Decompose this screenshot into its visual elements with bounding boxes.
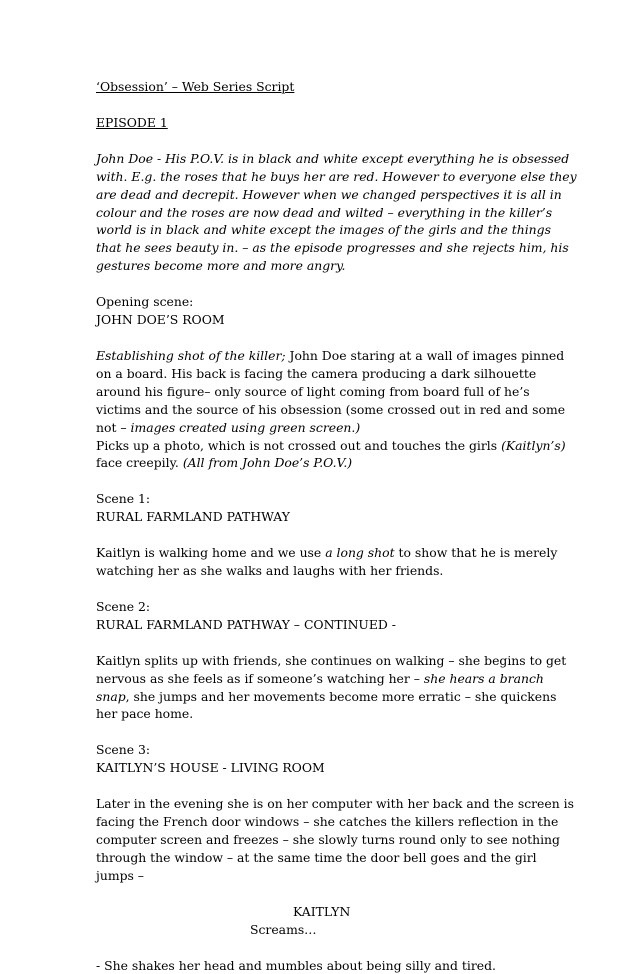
dialogue-line: Screams… xyxy=(250,921,317,937)
scene-1-italic-a: a long shot xyxy=(325,545,395,561)
scene-2-text-b: , she jumps and her movements become more erratic – she quickens her pace home. xyxy=(96,688,557,722)
scene-1-location: RURAL FARMLAND PATHWAY xyxy=(96,509,290,525)
scene-3-action: - She shakes her head and mumbles about being silly and tired. xyxy=(96,957,496,973)
opening-p2-text-b: face creepily. xyxy=(96,455,183,471)
scene-1-label: Scene 1: xyxy=(96,491,151,507)
script-title: ‘Obsession’ – Web Series Script xyxy=(96,79,295,94)
opening-scene-label: Opening scene: xyxy=(96,294,194,310)
episode-heading: EPISODE 1 xyxy=(96,114,168,130)
scene-3-location: KAITLYN’S HOUSE - LIVING ROOM xyxy=(96,760,325,776)
scene-1-heading xyxy=(96,490,578,526)
scene-2-label: Scene 2: xyxy=(96,598,151,614)
opening-scene-paragraph-1 xyxy=(96,347,578,437)
scene-2-heading xyxy=(96,598,578,634)
scene-3-label: Scene 3: xyxy=(96,742,151,758)
opening-scene-paragraph-2 xyxy=(96,437,578,473)
opening-p2-italic-a: (Kaitlyn’s) xyxy=(501,437,566,453)
scene-2-paragraph xyxy=(96,652,578,724)
opening-scene-location: JOHN DOE’S ROOM xyxy=(96,312,225,328)
opening-italic-a: Establishing shot of the killer; xyxy=(96,347,286,363)
scene-3-heading xyxy=(96,741,578,777)
opening-italic-b: images created using green screen.) xyxy=(130,419,361,435)
opening-p2-text-a: Picks up a photo, which is not crossed out and touches the girls xyxy=(96,437,502,453)
character-name-kaitlyn: KAITLYN xyxy=(293,903,351,919)
pov-note: John Doe - His P.O.V. is in black and white except everything he is obsessed with. E.g. the roses that he buys her are red. However to everyone else they are dead and decrepit. However when we changed perspectives it is all in colour and the roses are now dead and wilted – everything in the killer’s world is in black and white except the images of the girls and the things that he sees beauty in. – as the episode progresses and she rejects him, his gestures become more and more angry. xyxy=(96,150,577,274)
opening-p2-italic-b: (All from John Doe’s P.O.V.) xyxy=(182,455,353,471)
opening-scene-heading xyxy=(96,293,578,329)
scene-2-italic-a: she hears a branch snap xyxy=(96,670,544,704)
scene-1-text-a: Kaitlyn is walking home and we use xyxy=(96,545,326,561)
scene-1-paragraph xyxy=(96,544,578,580)
opening-text-a: John Doe staring at a wall of images pinned on a board. His back is facing the camera producing a dark silhouette around his figure– only source of light coming from board full of he’s victims and the source of his obsession (some crossed out in red and some not – xyxy=(96,347,566,435)
scene-3-paragraph: Later in the evening she is on her computer with her back and the screen is facing the French door windows – she catches the killers reflection in the computer screen and freezes – she slowly turns round only to see nothing through the window – at the same time the door bell goes and the girl jumps – xyxy=(96,796,574,883)
scene-1-text-b: to show that he is merely watching her as she walks and laughs with her friends. xyxy=(96,545,558,579)
scene-2-location: RURAL FARMLAND PATHWAY – CONTINUED - xyxy=(96,616,396,632)
scene-2-text-a: Kaitlyn splits up with friends, she continues on walking – she begins to get nervous as she feels as if someone’s watching her – xyxy=(96,652,567,686)
